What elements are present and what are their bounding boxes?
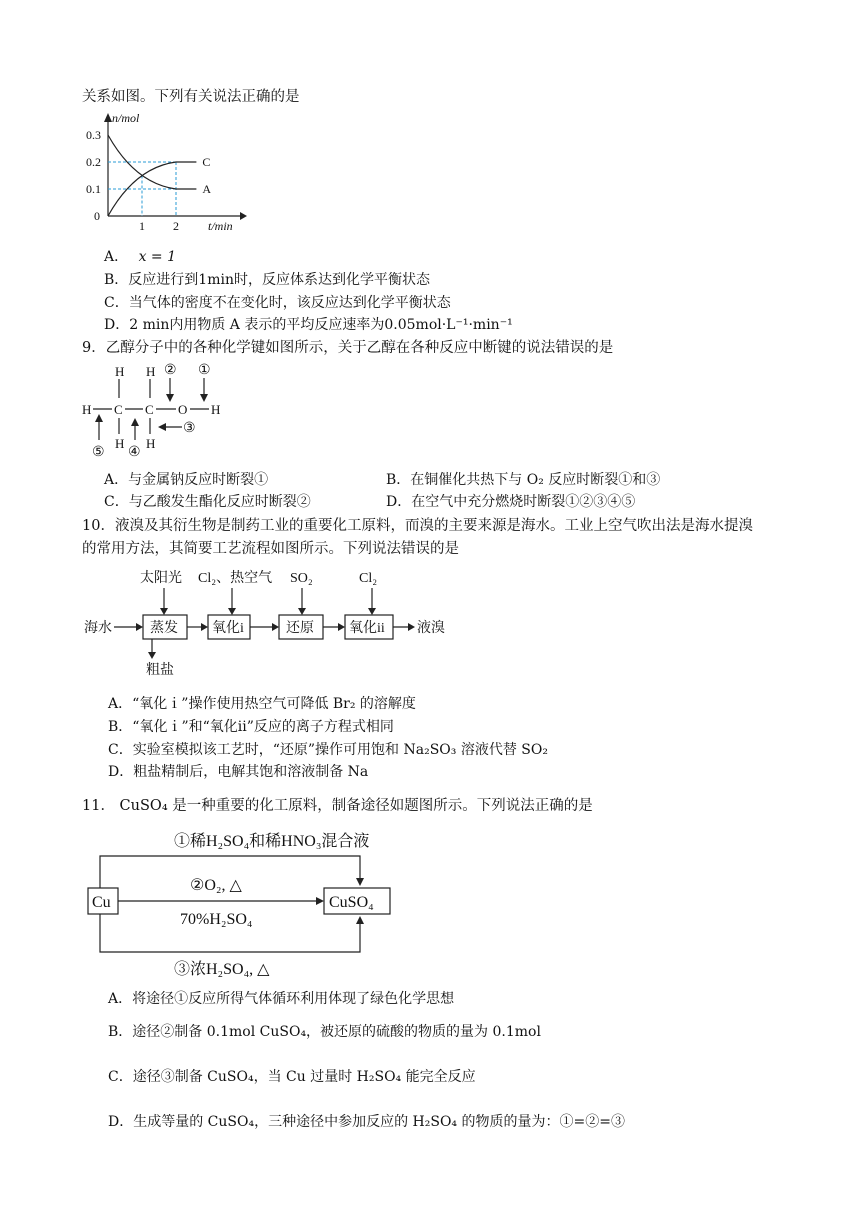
route-1-label: ①稀H₂SO₄和稀HNO₃混合液 [174,833,370,850]
route-2-top-label: ②O₂, △ [190,877,242,894]
q9-stem: 9．乙醇分子中的各种化学键如图所示，关于乙醇在各种反应中断键的说法错误的是 [82,340,614,356]
route-3-label: ③浓H₂SO₄, △ [174,961,270,978]
option-letter: A． [108,696,133,712]
option-letter: B． [104,272,129,288]
q11-option-d [108,1111,625,1131]
y-tick-label: 0 [94,209,100,223]
option-letter: B． [386,472,411,488]
bond-label-3: ③ [183,421,196,436]
atom-h-c2-bottom: H [146,436,156,451]
q9-option-d [386,491,635,511]
flow-input: 海水 [84,621,112,636]
flow-step-label: 氧化ii [349,621,385,636]
option-letter: A． [108,991,133,1007]
option-letter: A． [104,472,129,488]
q10-option-b [108,716,394,736]
atom-h-left: H [82,402,92,417]
atom-h-hydroxyl: H [211,402,221,417]
bond-label-1: ① [198,363,211,378]
reagent-so2: SO₂ [290,571,313,586]
option-letter: D． [386,494,412,510]
x-tick-label: 1 [139,219,145,233]
option-text: 将途径①反应所得气体循环利用体现了绿色化学思想 [132,991,455,1007]
option-letter: B． [108,719,133,735]
cuso4-routes-diagram [84,822,404,982]
flow-step-label: 氧化i [212,621,244,636]
option-letter: C． [104,295,129,311]
option-text: 粗盐精制后，电解其饱和溶液制备 Na [133,764,369,780]
option-text: 2 min内用物质 A 表示的平均反应速率为0.05mol·L⁻¹·min⁻¹ [129,317,513,333]
flow-step-label: 还原 [286,621,314,636]
q11-option-a [108,988,454,1008]
option-letter: C． [104,494,129,510]
option-text: 当气体的密度不在变化时，该反应达到化学平衡状态 [128,295,451,311]
atom-h-c1-bottom: H [115,436,125,451]
option-text: x = 1 [138,249,177,265]
series-label: A [202,182,212,196]
ethanol-structure-diagram [80,358,240,462]
flow-byproduct: 粗盐 [146,663,174,678]
atom-o: O [178,402,188,417]
option-text: “氧化ｉ”和“氧化ii”反应的离子方程式相同 [132,719,394,735]
option-letter: C． [108,1069,133,1085]
bond-label-2: ② [164,363,177,378]
y-axis-label: n/mol [112,111,140,125]
q11-option-c [108,1066,476,1086]
bond-label-4: ④ [128,445,141,460]
q9-option-c [104,491,311,511]
option-text: 途径③制备 CuSO₄，当 Cu 过量时 H₂SO₄ 能完全反应 [132,1069,476,1085]
y-tick-label: 0.2 [86,155,101,169]
q10-option-d [108,761,368,781]
option-text: 在铜催化共热下与 O₂ 反应时断裂①和③ [410,472,661,488]
bromine-process-flow [80,566,480,678]
option-letter: D． [108,764,134,780]
q10-stem-line1: 10．液溴及其衍生物是制药工业的重要化工原料，而溴的主要来源是海水。工业上空气吹出法是海水提溴 [82,518,753,534]
q11-option-b [108,1021,541,1041]
atom-h-c1-top: H [115,364,125,379]
q8-option-c [104,292,451,312]
option-letter: B． [108,1024,133,1040]
q10-stem-line2: 的常用方法，其简要工艺流程如图所示。下列说法错误的是 [82,541,459,557]
atom-c1: C [114,402,123,417]
x-axis-arrow [240,212,247,220]
flow-output: 液溴 [417,621,445,636]
series-label: C [202,155,211,169]
q8-stem: 关系如图。下列有关说法正确的是 [82,89,300,105]
x-tick-label: 2 [173,219,179,233]
option-letter: A． [104,249,129,265]
y-tick-label: 0.3 [86,128,101,142]
q10-option-c [108,739,548,759]
q8-option-a [104,246,176,266]
q8-option-d [104,314,513,334]
q9-option-b [386,469,660,489]
option-letter: C． [108,742,133,758]
option-letter: D． [108,1114,134,1130]
option-text: 在空气中充分燃烧时断裂①②③④⑤ [411,494,636,510]
option-letter: D． [104,317,130,333]
flow-step-label: 蒸发 [150,621,178,636]
reagent-sunlight: 太阳光 [140,571,182,586]
x-axis-label: t/min [208,219,233,233]
option-text: 与金属钠反应时断裂① [128,472,269,488]
cu-label: Cu [92,894,111,911]
option-text: “氧化ｉ”操作使用热空气可降低 Br₂ 的溶解度 [132,696,416,712]
option-text: 与乙酸发生酯化反应时断裂② [128,494,311,510]
q8-chart [80,108,270,236]
atom-h-c2-top: H [146,364,156,379]
cuso4-label: CuSO₄ [329,894,374,911]
option-text: 实验室模拟该工艺时，“还原”操作可用饱和 Na₂SO₃ 溶液代替 SO₂ [132,742,548,758]
q9-option-a [104,469,268,489]
option-text: 生成等量的 CuSO₄，三种途径中参加反应的 H₂SO₄ 的物质的量为：①=②=③ [133,1114,625,1130]
y-tick-label: 0.1 [86,182,101,196]
reagent-cl2: Cl₂ [359,571,378,586]
atom-c2: C [145,402,154,417]
option-text: 反应进行到1min时，反应体系达到化学平衡状态 [128,272,430,288]
q11-stem: 11． CuSO₄ 是一种重要的化工原料，制备途径如题图所示。下列说法正确的是 [82,798,593,814]
q8-option-b [104,269,430,289]
reagent-cl2-hot-air: Cl₂、热空气 [198,571,273,586]
q10-option-a [108,693,416,713]
y-axis-arrow [104,113,112,122]
route-2-bottom-label: 70%H₂SO₄ [180,911,253,928]
bond-label-5: ⑤ [92,445,105,460]
option-text: 途径②制备 0.1mol CuSO₄，被还原的硫酸的物质的量为 0.1mol [132,1024,541,1040]
